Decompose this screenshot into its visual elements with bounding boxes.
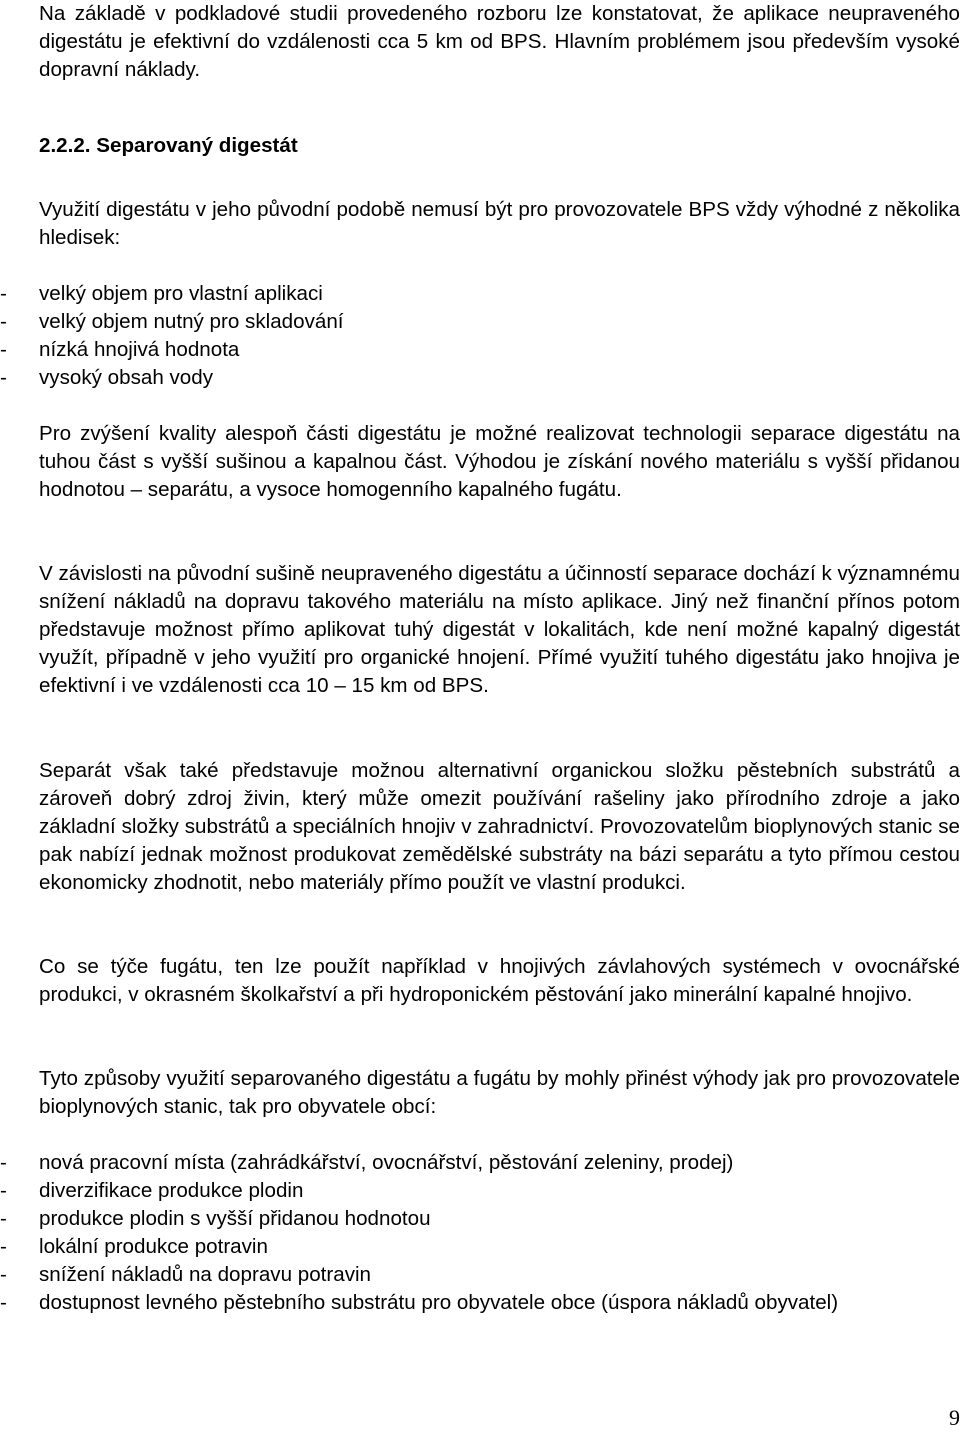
list-item: - produkce plodin s vyšší přidanou hodnotou	[0, 1205, 960, 1233]
paragraph-costs: V závislosti na původní sušině neupraveného digestátu a účinností separace dochází k významnému snížení nákladů na dopravu takového materiálu na místo aplikace. Jiný než finanční přínos potom představuje možnost přímo aplikovat tuhý digestát v lokalitách, kde není možné kapalný digestát využít, případně v jeho využití pro organické hnojení. Přímé využití tuhého digestátu jako hnojiva je efektivní i ve vzdálenosti cca 10 – 15 km od BPS.	[39, 562, 960, 697]
list-marker: -	[0, 338, 7, 361]
intro-paragraph: Na základě v podkladové studii provedeného rozboru lze konstatovat, že aplikace neupraveného digestátu je efektivní do vzdálenosti cca 5 km od BPS. Hlavním problémem jsou především vysoké dopravní náklady.	[39, 2, 960, 81]
list-marker: -	[0, 1151, 7, 1174]
list-marker: -	[0, 1291, 7, 1314]
list-item: - vysoký obsah vody	[0, 364, 960, 392]
section-title: Separovaný digestát	[96, 134, 298, 157]
page-number: 9	[949, 1405, 960, 1430]
list-marker: -	[0, 1263, 7, 1286]
list-marker: -	[0, 310, 7, 333]
list-item: - velký objem nutný pro skladování	[0, 308, 960, 336]
section-number: 2.2.2.	[39, 134, 91, 157]
list-item: - dostupnost levného pěstebního substrátu pro obyvatele obce (úspora nákladů obyvatel)	[0, 1289, 960, 1317]
list-item: - snížení nákladů na dopravu potravin	[0, 1261, 960, 1289]
list-marker: -	[0, 282, 7, 305]
section-heading	[39, 132, 298, 160]
list-marker: -	[0, 1179, 7, 1202]
drawbacks-list	[0, 280, 960, 392]
list-marker: -	[0, 1207, 7, 1230]
list-marker: -	[0, 1235, 7, 1258]
list-item: - lokální produkce potravin	[0, 1233, 960, 1261]
list-item: - nová pracovní místa (zahrádkářství, ovocnářství, pěstování zeleniny, prodej)	[0, 1149, 960, 1177]
paragraph-fugate: Co se týče fugátu, ten lze použít například v hnojivých závlahových systémech v ovocnářské produkci, v okrasném školkařství a při hydroponickém pěstování jako minerální kapalné hnojivo.	[39, 955, 960, 1006]
list-marker: -	[0, 366, 7, 389]
paragraph-separate: Separát však také představuje možnou alternativní organickou složku pěstebních substrátů a zároveň dobrý zdroj živin, který může omezit používání rašeliny jako přírodního zdroje a jako základní složky substrátů a speciálních hnojiv v zahradnictví. Provozovatelům bioplynových stanic se pak nabízí jednak možnost produkovat zemědělské substráty na bázi separátu a tyto přímou cestou ekonomicky zhodnotit, nebo materiály přímo použít ve vlastní produkci.	[39, 759, 960, 894]
benefits-list	[0, 1149, 960, 1317]
list-item: - nízká hnojivá hodnota	[0, 336, 960, 364]
paragraph-separation: Pro zvýšení kvality alespoň části digestátu je možné realizovat technologii separace digestátu na tuhou část s vyšší sušinou a kapalnou část. Výhodou je získání nového materiálu s vyšší přidanou hodnotou – separátu, a vysoce homogenního kapalného fugátu.	[39, 422, 960, 501]
paragraph-benefits: Tyto způsoby využití separovaného digestátu a fugátu by mohly přinést výhody jak pro provozovatele bioplynových stanic, tak pro obyvatele obcí:	[39, 1067, 960, 1118]
list-item: - diverzifikace produkce plodin	[0, 1177, 960, 1205]
list-item: - velký objem pro vlastní aplikaci	[0, 280, 960, 308]
paragraph-usage: Využití digestátu v jeho původní podobě nemusí být pro provozovatele BPS vždy výhodné z několika hledisek:	[39, 198, 960, 249]
